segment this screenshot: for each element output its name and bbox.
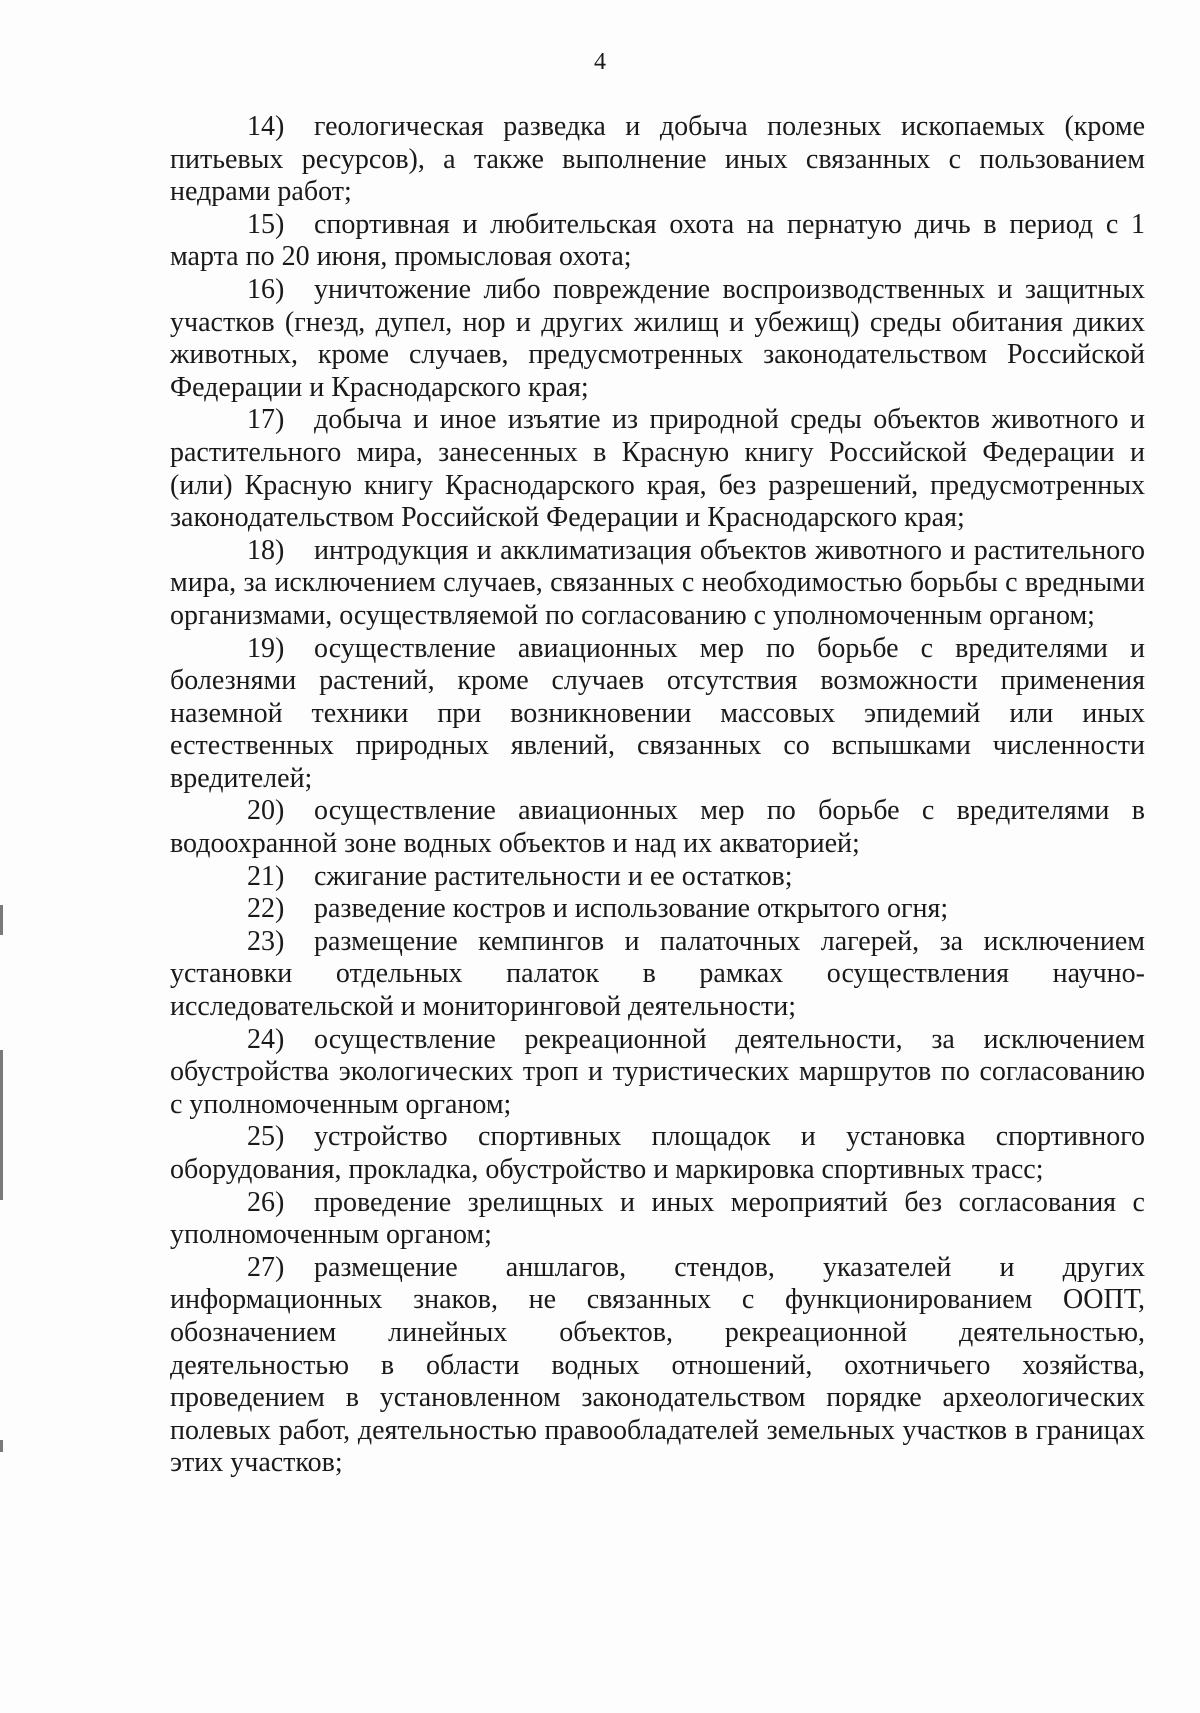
list-item: [170, 633, 1145, 796]
list-item: [170, 404, 1145, 534]
list-item: [170, 861, 1145, 894]
item-text: спортивная и любительская охота на пернатую дичь в период с 1 марта по 20 июня, промысловая охота;: [170, 208, 1145, 273]
item-text: сжигание растительности и ее остатков;: [314, 860, 793, 892]
prohibited-activities-list: [170, 111, 1145, 1480]
item-text: размещение кемпингов и палаточных лагерей, за исключением установки отдельных палаток в рамках осуществления научно-исследовательской и мониторинговой деятельности;: [170, 925, 1145, 1023]
item-text: разведение костров и использование открытого огня;: [314, 893, 949, 925]
item-number: 24): [247, 1023, 285, 1055]
item-text: интродукция и акклиматизация объектов животного и растительного мира, за исключением случаев, связанных с необходимостью борьбы с вредными организмами, осуществляемой по согласованию с уполномоченным органом;: [170, 534, 1145, 631]
item-text: уничтожение либо повреждение воспроизводственных и защитных участков (гнезд, дупел, нор и других жилищ и убежищ) среды обитания диких животных, кроме случаев, предусмотренных законодательством Российской Федерации и Краснодарского края;: [170, 273, 1145, 403]
item-number: 17): [247, 404, 285, 436]
item-text: осуществление авиационных мер по борьбе с вредителями и болезнями растений, кроме случаев отсутствия возможности применения наземной техники при возникновении массовых эпидемий или иных естественных природных явлений, связанных со вспышками численности вредителей;: [170, 632, 1145, 794]
list-item: [170, 1121, 1145, 1186]
scan-edge-mark: [0, 1050, 3, 1200]
scan-edge-mark: [0, 1440, 3, 1452]
item-number: 26): [247, 1186, 285, 1218]
item-number: 16): [247, 273, 285, 305]
list-item: [170, 1252, 1145, 1480]
list-item: [170, 1024, 1145, 1122]
list-item: [170, 209, 1145, 274]
item-number: 27): [247, 1251, 285, 1283]
item-number: 19): [247, 632, 285, 664]
item-number: 23): [247, 925, 285, 957]
list-item: [170, 535, 1145, 633]
item-number: 15): [247, 208, 285, 240]
list-item: [170, 111, 1145, 209]
page-number: 4: [594, 49, 606, 75]
list-item: [170, 926, 1145, 1024]
list-item: [170, 1187, 1145, 1252]
list-item: [170, 274, 1145, 404]
item-number: 25): [247, 1121, 285, 1153]
item-text: осуществление рекреационной деятельности, за исключением обустройства экологических троп и туристических маршрутов по согласованию с уполномоченным органом;: [170, 1023, 1145, 1120]
item-text: устройство спортивных площадок и установка спортивного оборудования, прокладка, обустройство и маркировка спортивных трасс;: [170, 1121, 1145, 1185]
item-text: осуществление авиационных мер по борьбе с вредителями в водоохранной зоне водных объектов и над их акваторией;: [170, 795, 1145, 860]
item-number: 14): [247, 111, 285, 142]
item-number: 21): [247, 860, 285, 892]
item-text: размещение аншлагов, стендов, указателей и других информационных знаков, не связанных с функционированием ООПТ, обозначением линейных объектов, рекреационной деятельностью, деятельностью в области водных отношений, охотничьего хозяйства, проведением в установленном законодательством порядке археологических полевых работ, деятельностью правообладателей земельных участков в границах этих участков;: [170, 1251, 1145, 1479]
scan-edge-mark: [0, 905, 3, 935]
list-item: [170, 893, 1145, 926]
item-number: 20): [247, 795, 285, 827]
item-number: 18): [247, 534, 285, 566]
item-text: геологическая разведка и добыча полезных ископаемых (кроме питьевых ресурсов), а также выполнение иных связанных с пользованием недрами работ;: [170, 111, 1145, 208]
list-item: [170, 795, 1145, 860]
item-number: 22): [247, 893, 285, 925]
item-text: проведение зрелищных и иных мероприятий без согласования с уполномоченным органом;: [170, 1186, 1145, 1251]
item-text: добыча и иное изъятие из природной среды объектов животного и растительного мира, занесенных в Красную книгу Российской Федерации и (или) Красную книгу Краснодарского края, без разрешений, предусмотренных законодательством Российской Федерации и Краснодарского края;: [170, 404, 1145, 534]
